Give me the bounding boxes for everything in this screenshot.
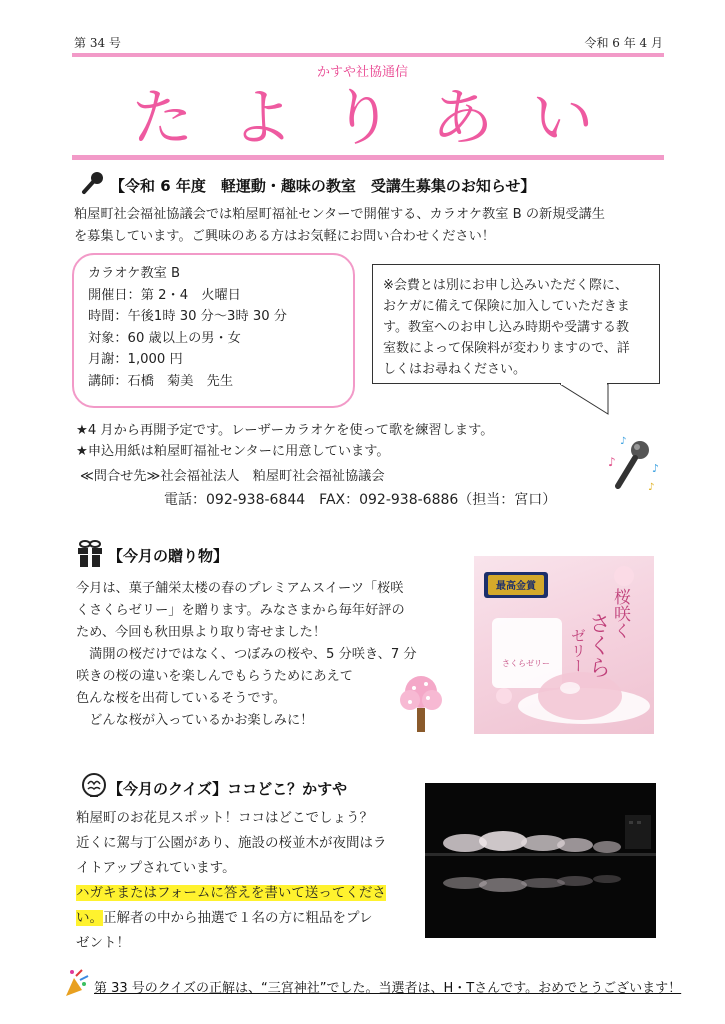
brain-icon: [80, 772, 108, 800]
quiz-line-highlight: [76, 881, 386, 905]
award-badge: 最高金賞: [496, 581, 536, 592]
quiz-line: 近くに駕与丁公園があり、施設の桜並木が夜間はラ: [76, 835, 387, 851]
svg-text:♪: ♪: [648, 482, 655, 493]
star-note-1: ★4 月から再開予定です。レーザーカラオケを使って歌を練習します。: [76, 423, 494, 438]
gift-line: 咲きの桜の違いを楽しんでもらうためにあえて: [76, 669, 353, 684]
gift-line: 今月は、菓子舗栄太楼の春のプレミアムスイーツ「桜咲: [76, 581, 404, 596]
gift-line: 色んな桜を出荷しているそうです。: [76, 691, 286, 706]
gift-line: くさくらゼリー」を贈ります。みなさまから毎年好評の: [76, 603, 405, 618]
contact-org: ≪問合せ先≫社会福祉法人 粕屋町社会福祉協議会: [80, 469, 385, 484]
gift-heading: 【今月の贈り物】: [108, 547, 229, 565]
previous-quiz-answer: 第 33 号のクイズの正解は、“三宮神社”でした。当選者は、H・Tさんです。おめでとうございます！: [94, 981, 682, 996]
class-name: カラオケ教室 B: [88, 266, 181, 281]
issue-date: 令和 6 年 4 月: [584, 36, 663, 50]
cherry-tree-illustration: [398, 672, 444, 736]
insurance-note-bubble: [372, 264, 660, 384]
karaoke-mic-illustration: [604, 432, 662, 494]
gift-line: ため、今回も秋田県より取り寄せました！: [76, 625, 327, 640]
svg-text:♪: ♪: [652, 462, 660, 475]
microphone-icon: [80, 170, 106, 196]
quiz-line: ゼント！: [76, 935, 130, 951]
night-cherry-blossom-photo: [425, 783, 656, 938]
bubble-tail: [560, 383, 610, 415]
photo-caption-1: 桜咲く: [610, 588, 630, 639]
quiz-prize-text: 正解者の中から抽選で１名の方に粗品をプレ: [103, 910, 373, 926]
svg-text:♪: ♪: [608, 455, 616, 469]
note-line: す。教室へのお申し込み時期や受講する教: [383, 320, 629, 335]
note-line: おケガに備えて保険に加入していただきま: [383, 299, 630, 314]
sakura-jelly-photo: [474, 556, 654, 734]
class-teacher: 講師：石橋 菊美 先生: [88, 373, 234, 389]
quiz-line-prize: [76, 906, 372, 930]
newsletter-title: たよりあい: [131, 81, 632, 154]
class-time: 時間：午後1時 30 分～3時 30 分: [88, 309, 287, 324]
karaoke-intro-2: を募集しています。ご興味のある方はお気軽にお問い合わせください！: [74, 229, 495, 244]
newsletter-subtitle: かすや社協通信: [316, 65, 408, 80]
karaoke-heading: 【令和 6 年度 軽運動・趣味の教室 受講生募集のお知らせ】: [110, 177, 536, 195]
class-fee: 月謝：1,000 円: [88, 352, 183, 367]
svg-text:♪: ♪: [620, 436, 627, 447]
class-days: 開催日：第 2・4 火曜日: [88, 287, 241, 303]
quiz-line: イトアップされています。: [76, 860, 236, 876]
note-line: しくはお尋ねください。: [383, 362, 527, 377]
quiz-line: 粕屋町のお花見スポット！ココはどこでしょう？: [76, 810, 373, 826]
jelly-box-label: さくらゼリー: [502, 659, 550, 668]
gift-line: どんな桜が入っているかお楽しみに！: [76, 713, 314, 728]
star-note-2: ★申込用紙は粕屋町福祉センターに用意しています。: [76, 444, 390, 459]
quiz-heading: 【今月のクイズ】ココどこ？かすや: [108, 780, 348, 798]
photo-caption-2: さくら: [585, 612, 611, 678]
photo-caption-3: ゼリー: [569, 628, 587, 673]
karaoke-intro-1: 粕屋町社会福祉協議会では粕屋町福祉センターで開催する、カラオケ教室 B の新規受講生: [74, 207, 605, 222]
quiz-instruction-highlight-end: い。: [76, 910, 103, 926]
quiz-instruction-highlight: ハガキまたはフォームに答えを書いて送ってくださ: [76, 885, 386, 901]
gift-icon: [76, 538, 104, 568]
note-line: ※会費とは別にお申し込みいただく際に、: [383, 278, 628, 293]
header-top-rule: [72, 53, 664, 57]
issue-number: 第 34 号: [74, 36, 121, 50]
contact-phone: 電話：092-938-6844 FAX：092-938-6886（担当：宮口）: [164, 492, 557, 508]
class-target: 対象：60 歳以上の男・女: [88, 330, 241, 346]
header-bottom-rule: [72, 155, 664, 160]
karaoke-info-box: [72, 253, 355, 408]
party-popper-icon: [62, 968, 90, 998]
gift-line: 満開の桜だけではなく、つぼみの桜や、5 分咲き、7 分: [76, 647, 417, 662]
note-line: 室数によって保険料が変わりますので、詳: [383, 341, 630, 356]
